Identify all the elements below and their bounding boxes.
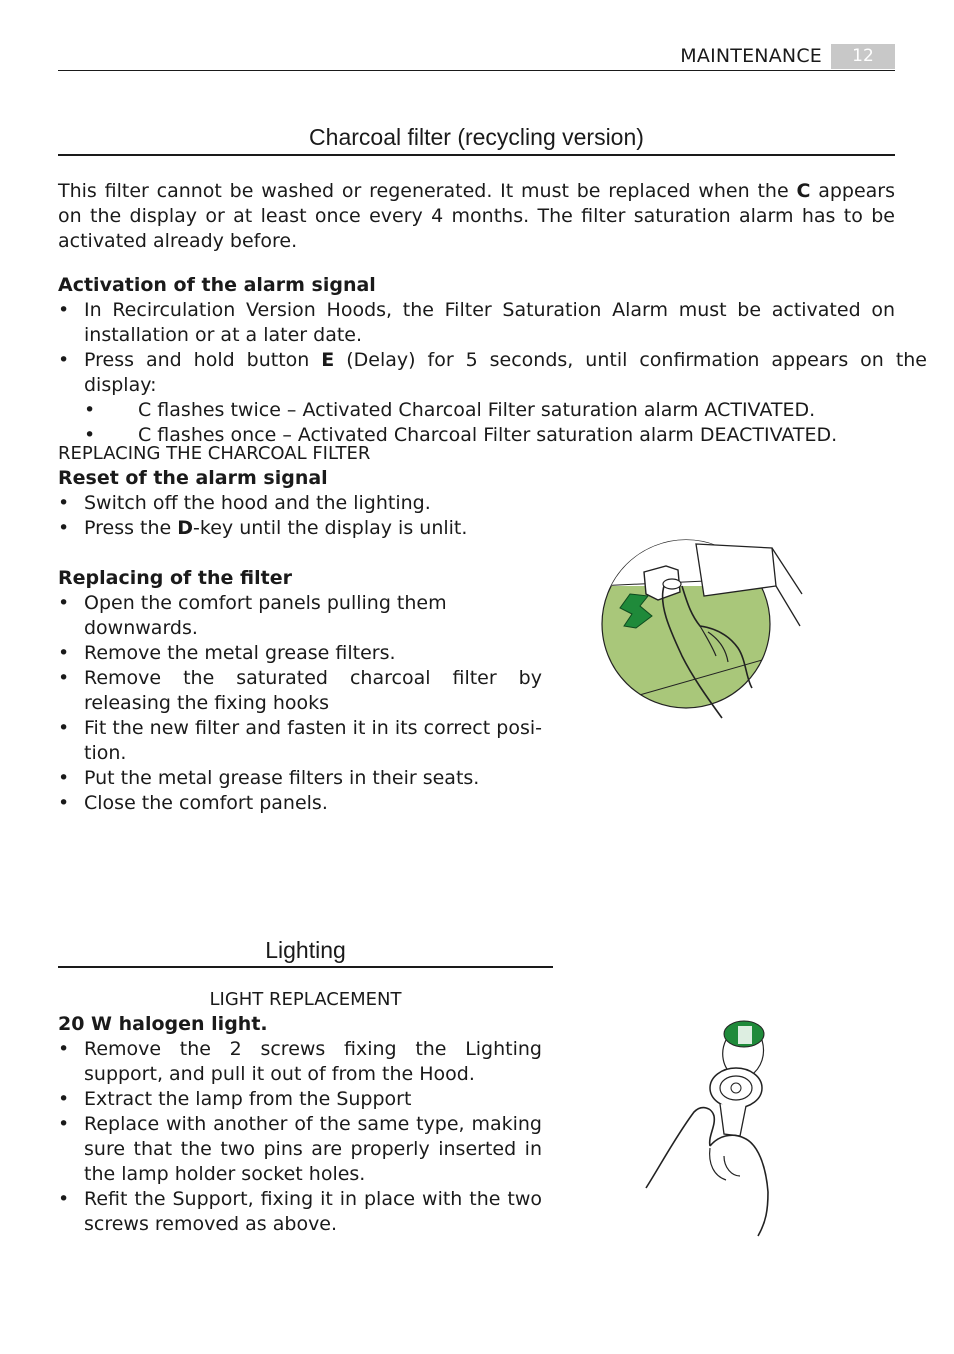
sub-list-item: • C flashes once – Activated Charcoal Filter saturation alarm DEACTIVATED. [58, 423, 928, 448]
reset-section [58, 441, 578, 541]
hand-holding-halogen-lamp-illustration [640, 1016, 780, 1238]
list-item: • In Recirculation Version Hoods, the Filter Saturation Alarm must be activated on installation or at a later date. [58, 298, 895, 348]
replacing-section [58, 566, 542, 816]
list-item: • Switch off the hood and the lighting. [58, 491, 578, 516]
list-item: • Put the metal grease filters in their seats. [58, 766, 542, 791]
list-item: • Extract the lamp from the Support [58, 1087, 542, 1112]
list-item: • Press and hold button E (Delay) for 5 seconds, until confirmation appears on the display: [58, 348, 927, 398]
list-item: • Close the comfort panels. [58, 791, 542, 816]
lighting-title: Lighting [265, 937, 346, 963]
code-c: C [796, 180, 811, 202]
charcoal-intro: This filter cannot be washed or regenerated. It must be replaced when the C appears on the display or at least once every 4 months. The filter saturation alarm has to be activated already before. [58, 180, 895, 252]
section-name: MAINTENANCE [680, 45, 822, 67]
page-number: 12 [831, 44, 895, 69]
list-item: • Open the comfort panels pulling them downwards. [58, 591, 542, 641]
activation-heading: Activation of the alarm signal [58, 274, 376, 296]
list-item: • Fit the new filter and fasten it in its correct posi-tion. [58, 716, 542, 766]
reset-heading: Reset of the alarm signal [58, 467, 328, 489]
list-item: • Remove the metal grease filters. [58, 641, 542, 666]
hand-pressing-filter-hook-illustration [596, 536, 810, 722]
key-d: D [177, 517, 194, 539]
key-e: E [321, 349, 335, 371]
charcoal-title: Charcoal filter (recycling version) [309, 124, 644, 150]
activation-section [58, 273, 928, 448]
sub-list-item: • C flashes twice – Activated Charcoal Filter saturation alarm ACTIVATED. [58, 398, 928, 423]
lighting-heading: 20 W halogen light. [58, 1013, 268, 1035]
list-item: • Replace with another of the same type, making sure that the two pins are properly inserted in the lamp holder socket holes. [58, 1112, 542, 1187]
header-rule [58, 70, 895, 71]
lighting-title-rule [58, 966, 553, 968]
list-item: • Remove the saturated charcoal filter by releasing the fixing hooks [58, 666, 542, 716]
list-item: • Refit the Support, fixing it in place with the two screws removed as above. [58, 1187, 542, 1237]
charcoal-title-rule [58, 154, 895, 156]
light-replacement-caps: LIGHT REPLACEMENT [209, 989, 402, 1010]
replacing-heading: Replacing of the filter [58, 567, 292, 589]
list-item: • Remove the 2 screws fixing the Lighting support, and pull it out of from the Hood. [58, 1037, 542, 1087]
replacing-caps-heading: REPLACING THE CHARCOAL FILTER [58, 443, 371, 464]
lighting-section [58, 1012, 542, 1237]
list-item: • Press the D-key until the display is unlit. [58, 516, 578, 541]
